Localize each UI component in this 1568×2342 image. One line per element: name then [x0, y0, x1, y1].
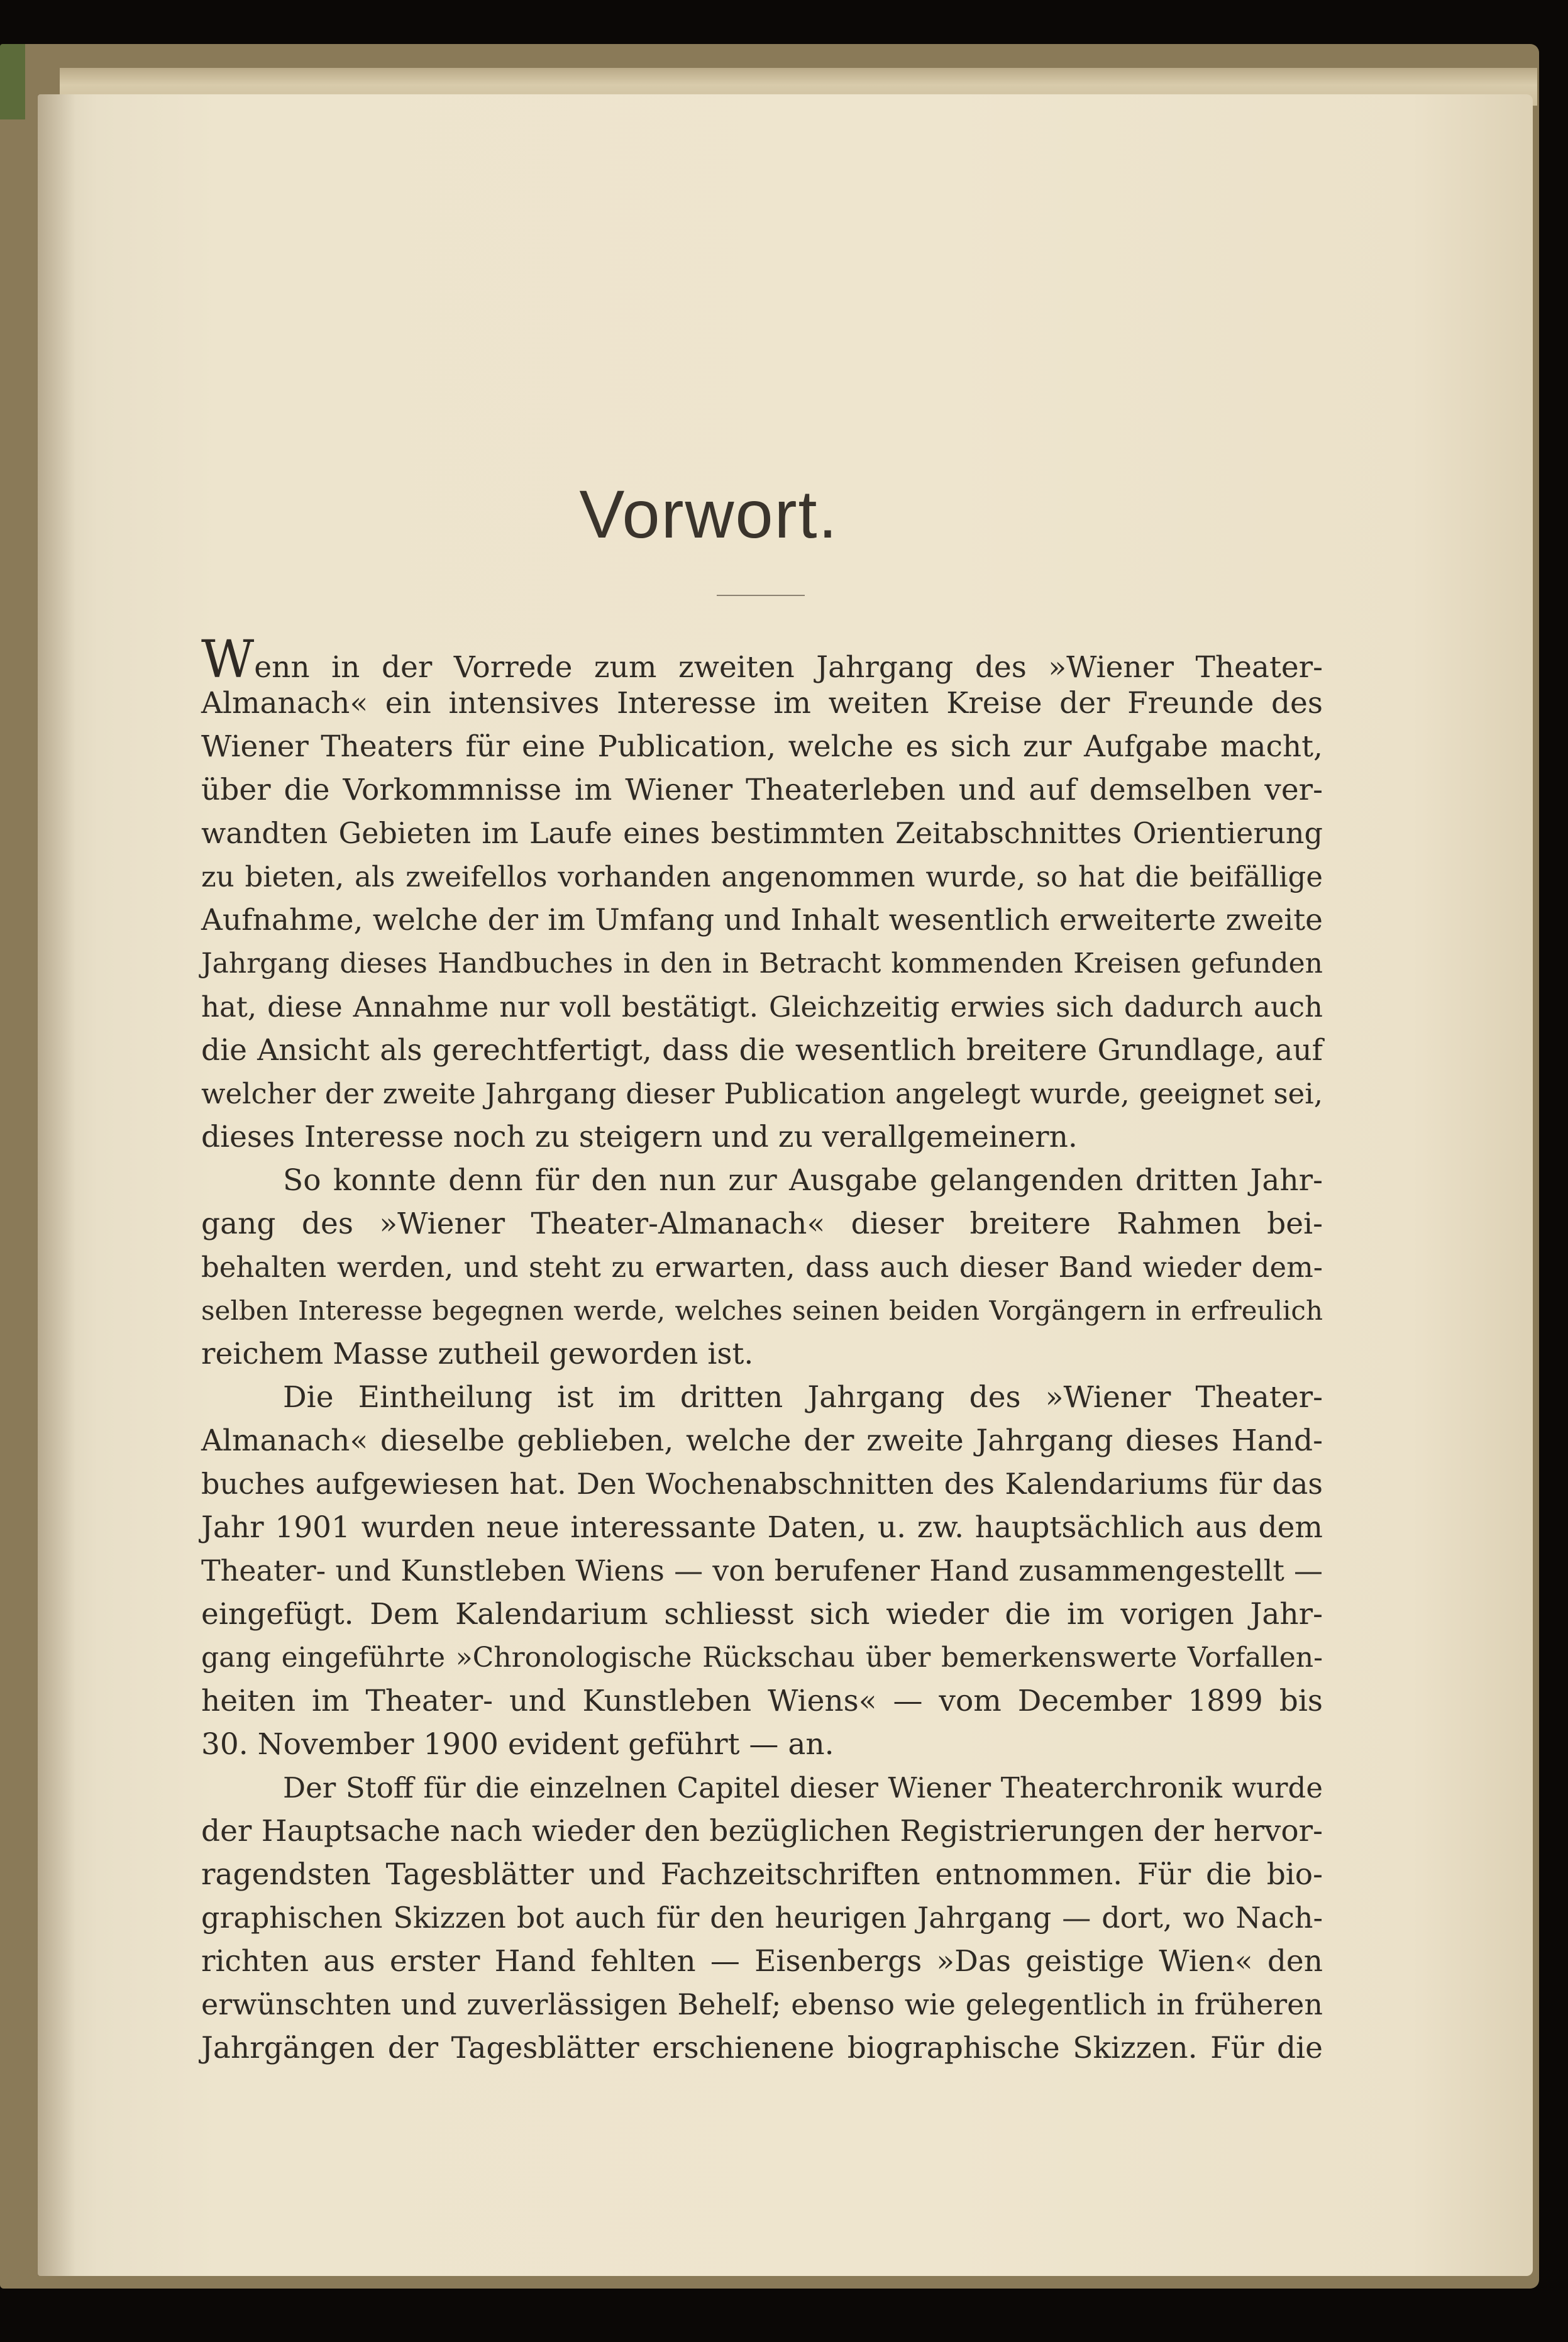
text-line-content: Die Eintheilung ist im dritten Jahrgang des »Wiener Theater-	[283, 1380, 1323, 1415]
text-line	[201, 1332, 1323, 1376]
text-line-content: graphischen Skizzen bot auch für den heurigen Jahrgang — dort, wo Nach-	[201, 1901, 1323, 1935]
text-line	[201, 812, 1323, 855]
text-line	[201, 898, 1323, 942]
text-line-content: erwünschten und zuverlässigen Behelf; ebenso wie gelegentlich in früheren	[201, 1987, 1323, 2021]
text-line-content: Jahrgang dieses Handbuches in den in Betracht kommenden Kreisen gefunden	[201, 947, 1323, 980]
text-line	[201, 630, 1323, 690]
text-line-content: hat, diese Annahme nur voll bestätigt. Gleichzeitig erwies sich dadurch auch	[201, 990, 1323, 1024]
text-line	[201, 1679, 1323, 1723]
text-line-content: gang des »Wiener Theater-Almanach« dieser breitere Rahmen bei-	[201, 1207, 1323, 1241]
text-line-content: Theater- und Kunstleben Wiens — von berufener Hand zusammengestellt —	[201, 1554, 1323, 1588]
text-line-content: welcher der zweite Jahrgang dieser Publication angelegt wurde, geeignet sei,	[201, 1077, 1323, 1110]
text-line-content: enn in der Vorrede zum zweiten Jahrgang des »Wiener Theater-	[254, 650, 1323, 685]
text-line-content: Jahrgängen der Tagesblätter erschienene biographische Skizzen. Für die	[201, 2031, 1323, 2065]
text-line-content: Almanach« ein intensives Interesse im weiten Kreise der Freunde des	[201, 686, 1323, 721]
text-line-content: buches aufgewiesen hat. Den Wochenabschnitten des Kalendariums für das	[201, 1467, 1323, 1501]
page-gutter-shadow	[38, 94, 75, 2276]
page-title: Vorwort.	[579, 476, 839, 552]
text-line	[201, 1115, 1323, 1159]
text-line	[201, 1853, 1323, 1896]
text-line	[201, 985, 1323, 1029]
text-line-content: heiten im Theater- und Kunstleben Wiens« — vom December 1899 bis	[201, 1684, 1323, 1718]
text-line-content: selben Interesse begegnen werde, welches seinen beiden Vorgängern in erfreulich	[201, 1295, 1323, 1326]
text-line	[201, 1896, 1323, 1940]
text-line-content: 30. November 1900 evident geführt — an.	[201, 1727, 834, 1762]
text-line	[201, 1593, 1323, 1636]
text-line	[201, 1462, 1323, 1506]
text-line-content: reichem Masse zutheil geworden ist.	[201, 1337, 754, 1371]
text-line-content: Der Stoff für die einzelnen Capitel dieser Wiener Theaterchronik wurde	[283, 1771, 1323, 1804]
text-line	[201, 1029, 1323, 1072]
text-line-content: richten aus erster Hand fehlten — Eisenbergs »Das geistige Wien« den	[201, 1944, 1323, 1979]
text-line-content: gang eingeführte »Chronologische Rückschau über bemerkenswerte Vorfallen-	[201, 1642, 1323, 1674]
text-line	[201, 1766, 1323, 1809]
text-line-content: Aufnahme, welche der im Umfang und Inhalt wesentlich erweiterte zweite	[201, 903, 1323, 937]
text-line-content: zu bieten, als zweifellos vorhanden angenommen wurde, so hat die beifällige	[201, 860, 1323, 893]
text-line	[201, 1549, 1323, 1593]
text-line	[201, 1202, 1323, 1246]
text-line	[201, 1246, 1323, 1289]
text-line-content: behalten werden, und steht zu erwarten, dass auch dieser Band wieder dem-	[201, 1251, 1323, 1284]
text-line	[201, 2026, 1323, 2070]
text-line	[201, 725, 1323, 768]
text-line-content: Jahr 1901 wurden neue interessante Daten, u. zw. hauptsächlich aus dem	[201, 1510, 1323, 1545]
text-line	[201, 1809, 1323, 1853]
text-line	[201, 1159, 1323, 1202]
text-line	[201, 1723, 1323, 1766]
text-line	[201, 1983, 1323, 2026]
text-line	[201, 1940, 1323, 1983]
text-line	[201, 1289, 1323, 1332]
cover-corner	[0, 44, 25, 119]
text-line-content: So konnte denn für den nun zur Ausgabe gelangenden dritten Jahr-	[283, 1163, 1323, 1198]
text-line-content: wandten Gebieten im Laufe eines bestimmten Zeitabschnittes Orientierung	[201, 816, 1323, 850]
text-line-content: der Hauptsache nach wieder den bezüglichen Registrierungen der hervor-	[201, 1814, 1323, 1848]
text-line	[201, 1376, 1323, 1419]
text-line	[201, 1419, 1323, 1462]
text-line	[201, 1636, 1323, 1679]
text-line	[201, 1072, 1323, 1115]
text-line	[201, 682, 1323, 725]
title-divider	[717, 595, 805, 596]
preface-body	[201, 630, 1323, 2070]
text-line-content: Almanach« dieselbe geblieben, welche der zweite Jahrgang dieses Hand-	[201, 1423, 1323, 1458]
text-line-content: die Ansicht als gerechtfertigt, dass die wesentlich breitere Grundlage, auf	[201, 1033, 1323, 1068]
text-line-content: eingefügt. Dem Kalendarium schliesst sich wieder die im vorigen Jahr-	[201, 1597, 1323, 1632]
initial-letter: W	[201, 630, 255, 690]
text-line	[201, 1506, 1323, 1549]
text-line	[201, 855, 1323, 898]
text-line-content: Wiener Theaters für eine Publication, welche es sich zur Aufgabe macht,	[201, 729, 1323, 764]
text-line	[201, 942, 1323, 985]
text-line-content: über die Vorkommnisse im Wiener Theaterleben und auf demselben ver-	[201, 773, 1323, 807]
text-line-content: dieses Interesse noch zu steigern und zu verallgemeinern.	[201, 1120, 1078, 1154]
text-line	[201, 768, 1323, 812]
text-line-content: ragendsten Tagesblätter und Fachzeitschriften entnommen. Für die bio-	[201, 1857, 1323, 1892]
